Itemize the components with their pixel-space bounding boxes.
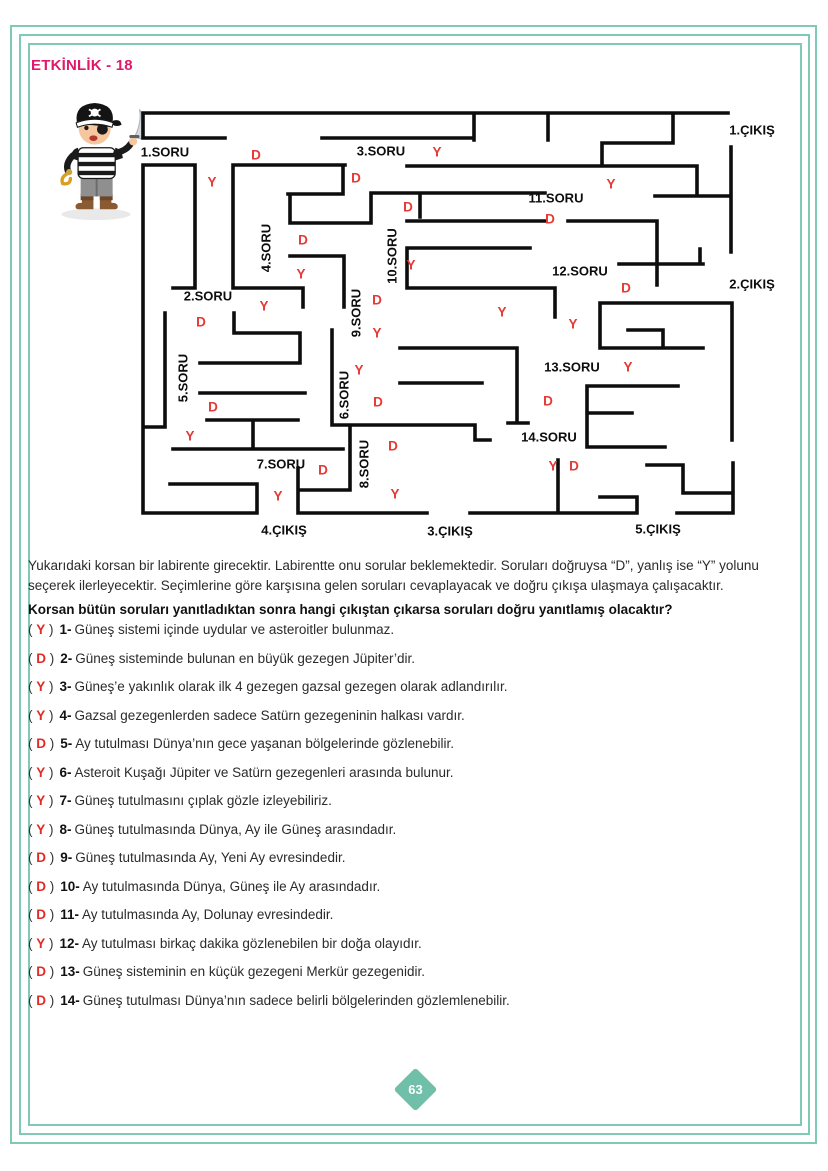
- maze-question-label: 13.SORU: [544, 359, 600, 375]
- intro-paragraph: Yukarıdaki korsan bir labirente girecektir. Labirentte onu sorular beklemektedir. Soruları doğruysa “D”, yanlış ise “Y” yolunu seçerek ilerleyecektir. Seçimlerine göre karşısına gelen soruları cevaplayacak ve doğru çıkışa ulaşmaya çalışacaktır.: [28, 558, 759, 593]
- answer-paren-close: ): [46, 964, 55, 979]
- maze-choice-letter: Y: [372, 325, 382, 341]
- answer-paren-close: ): [46, 907, 55, 922]
- question-text: Güneş tutulması Dünya’nın sadece belirli bölgelerinden gözlemlenebilir.: [82, 992, 510, 1008]
- maze-choice-letter: Y: [185, 428, 195, 444]
- maze-choice-letter: D: [545, 211, 555, 227]
- answer-letter: Y: [36, 793, 46, 808]
- question-text: Güneş tutulmasında Dünya, Ay ile Güneş arasındadır.: [74, 821, 397, 837]
- answer-letter: D: [36, 850, 46, 865]
- maze-choice-letter: D: [569, 458, 579, 474]
- question-item: [28, 850, 808, 865]
- question-text: Ay tutulmasında Ay, Dolunay evresindedir.: [82, 907, 334, 922]
- question-item: [28, 736, 808, 751]
- maze-question-label: 3.SORU: [356, 143, 406, 159]
- answer-paren-close: ): [46, 736, 55, 751]
- question-item: [28, 708, 808, 723]
- maze-choice-letter: D: [388, 438, 398, 454]
- answer-letter: Y: [36, 764, 46, 780]
- answer-paren-open: (: [28, 679, 37, 694]
- answer-paren-open: (: [28, 736, 37, 751]
- maze-question-label: 7.SORU: [256, 456, 306, 472]
- question-text: Güneş sisteminin en küçük gezegeni Merkür gezegenidir.: [82, 964, 425, 979]
- maze-choice-letter: Y: [273, 488, 283, 504]
- question-number: 5-: [60, 736, 73, 751]
- question-number: 3-: [59, 679, 72, 694]
- maze-choice-letter: Y: [406, 257, 416, 273]
- question-item: [28, 907, 808, 922]
- question-text: Ay tutulması Dünya’nın gece yaşanan bölgelerinde gözlenebilir.: [75, 736, 455, 751]
- maze-question-label: 1.SORU: [140, 144, 190, 160]
- maze-choice-letter: D: [208, 399, 218, 415]
- maze-choice-letter: D: [372, 292, 382, 308]
- question-item: [28, 651, 808, 666]
- maze-exit-label: 4.ÇIKIŞ: [261, 522, 307, 538]
- maze-choice-letter: D: [621, 280, 631, 296]
- answer-letter: D: [36, 907, 46, 922]
- maze-question-label: 9.SORU: [348, 288, 364, 338]
- maze-walls: [140, 113, 733, 513]
- answer-letter: D: [36, 650, 46, 666]
- answer-paren-open: (: [28, 878, 37, 894]
- question-text: Güneş sistemi içinde uydular ve asteroitler bulunmaz.: [74, 622, 395, 637]
- answer-paren-open: (: [28, 850, 37, 865]
- answer-paren-close: ): [46, 650, 55, 666]
- maze-question-label: 4.SORU: [258, 223, 274, 273]
- answer-paren-close: ): [45, 935, 54, 951]
- question-number: 11-: [60, 907, 80, 922]
- maze-choice-letter: Y: [354, 362, 364, 378]
- answer-letter: Y: [36, 821, 46, 837]
- question-item: [28, 622, 808, 637]
- answer-paren-close: ): [45, 707, 54, 723]
- question-text: Ay tutulmasında Dünya, Güneş ile Ay arasındadır.: [82, 878, 381, 894]
- question-item: [28, 822, 808, 837]
- answer-paren-open: (: [28, 992, 37, 1008]
- question-number: 12-: [59, 935, 80, 951]
- answer-letter: Y: [36, 622, 46, 637]
- answer-letter: D: [36, 992, 46, 1008]
- question-text: Gazsal gezegenlerden sadece Satürn gezegeninin halkası vardır.: [74, 707, 465, 723]
- answer-letter: D: [36, 736, 46, 751]
- answer-paren-close: ): [46, 878, 55, 894]
- answer-paren-close: ): [45, 764, 54, 780]
- maze-choice-letter: D: [251, 147, 261, 163]
- answer-letter: Y: [36, 935, 46, 951]
- question-item: [28, 765, 808, 780]
- question-text: Ay tutulması birkaç dakika gözlenebilen bir doğa olayıdır.: [82, 935, 422, 951]
- page-number: 63: [408, 1082, 423, 1097]
- maze-choice-letter: Y: [606, 176, 616, 192]
- answer-letter: D: [36, 878, 46, 894]
- question-item: [28, 679, 808, 694]
- question-number: 14-: [60, 992, 80, 1008]
- maze-choice-letter: D: [543, 393, 553, 409]
- maze-exit-label: 3.ÇIKIŞ: [427, 523, 473, 539]
- maze-choice-letter: Y: [623, 359, 633, 375]
- question-list: [28, 622, 808, 1021]
- question-number: 8-: [59, 821, 72, 837]
- maze-choice-letter: Y: [207, 174, 217, 190]
- maze-choice-letter: D: [403, 199, 413, 215]
- maze-question-label: 10.SORU: [384, 228, 400, 284]
- maze-choice-letter: Y: [568, 316, 578, 332]
- question-item: [28, 993, 808, 1008]
- question-number: 10-: [60, 878, 80, 894]
- question-text: Asteroit Kuşağı Jüpiter ve Satürn gezegenleri arasında bulunur.: [74, 764, 454, 780]
- answer-paren-open: (: [28, 793, 37, 808]
- answer-paren-open: (: [28, 707, 37, 723]
- answer-paren-open: (: [28, 764, 37, 780]
- question-number: 6-: [59, 764, 72, 780]
- answer-paren-close: ): [45, 793, 54, 808]
- page-number-badge: [394, 1068, 438, 1112]
- maze-choice-letter: D: [298, 232, 308, 248]
- maze-choice-letter: Y: [497, 304, 507, 320]
- maze-exit-label: 5.ÇIKIŞ: [635, 521, 681, 537]
- question-number: 4-: [59, 707, 72, 723]
- maze-question-label: 8.SORU: [356, 439, 372, 489]
- question-item: [28, 793, 808, 808]
- maze-choice-letter: D: [196, 314, 206, 330]
- question-item: [28, 879, 808, 894]
- question-text: Güneş tutulmasında Ay, Yeni Ay evresindedir.: [75, 850, 346, 865]
- intro-block: [28, 556, 804, 617]
- answer-letter: Y: [36, 679, 46, 694]
- answer-paren-close: ): [45, 622, 54, 637]
- question-text: Güneş tutulmasını çıplak gözle izleyebiliriz.: [74, 793, 332, 808]
- page-title: ETKİNLİK - 18: [31, 57, 133, 74]
- maze-question-label: 12.SORU: [552, 263, 608, 279]
- answer-paren-close: ): [45, 821, 54, 837]
- maze: [140, 103, 800, 539]
- answer-paren-close: ): [46, 992, 55, 1008]
- answer-letter: D: [36, 964, 46, 979]
- maze-question-label: 6.SORU: [336, 370, 352, 420]
- answer-paren-open: (: [28, 622, 37, 637]
- answer-paren-close: ): [46, 850, 55, 865]
- question-item: [28, 964, 808, 979]
- question-item: [28, 936, 808, 951]
- question-text: Güneş sisteminde bulunan en büyük gezegen Jüpiter’dir.: [75, 650, 415, 666]
- question-number: 1-: [59, 622, 72, 637]
- maze-choice-letter: Y: [548, 458, 558, 474]
- maze-choice-letter: Y: [390, 486, 400, 502]
- question-number: 9-: [60, 850, 73, 865]
- maze-exit-label: 2.ÇIKIŞ: [729, 276, 775, 292]
- maze-choice-letter: D: [318, 462, 328, 478]
- answer-paren-open: (: [28, 650, 37, 666]
- maze-question-label: 5.SORU: [175, 353, 191, 403]
- maze-exit-label: 1.ÇIKIŞ: [729, 122, 775, 138]
- question-text: Güneş’e yakınlık olarak ilk 4 gezegen gazsal gezegen olarak adlandırılır.: [74, 679, 508, 694]
- maze-choice-letter: D: [351, 170, 361, 186]
- maze-choice-letter: Y: [296, 266, 306, 282]
- maze-question-label: 14.SORU: [521, 429, 577, 445]
- answer-paren-close: ): [45, 679, 54, 694]
- question-number: 2-: [60, 650, 73, 666]
- answer-paren-open: (: [28, 964, 37, 979]
- answer-paren-open: (: [28, 935, 37, 951]
- maze-question-label: 2.SORU: [183, 288, 233, 304]
- question-number: 7-: [59, 793, 72, 808]
- question-number: 13-: [60, 964, 80, 979]
- maze-choice-letter: Y: [259, 298, 269, 314]
- maze-question-label: 11.SORU: [528, 190, 584, 206]
- main-question: Korsan bütün soruları yanıtladıktan sonra hangi çıkıştan çıkarsa soruları doğru yanıtlamış olacaktır?: [28, 602, 673, 617]
- maze-choice-letter: D: [373, 394, 383, 410]
- maze-choice-letter: Y: [432, 144, 442, 160]
- answer-paren-open: (: [28, 907, 37, 922]
- answer-letter: Y: [36, 707, 46, 723]
- answer-paren-open: (: [28, 821, 37, 837]
